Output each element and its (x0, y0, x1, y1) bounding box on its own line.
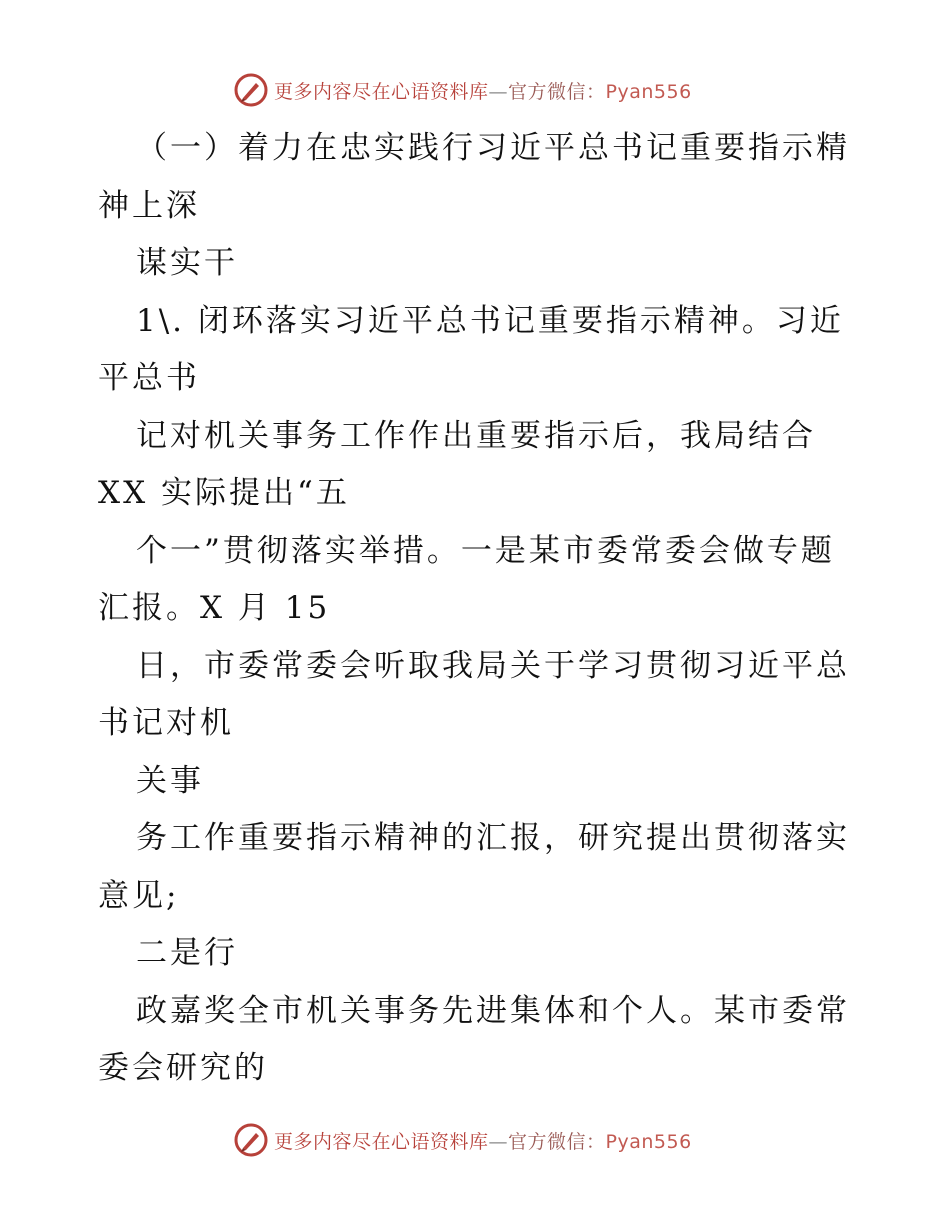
footer-banner (234, 1122, 754, 1158)
brush-pen-logo-icon (234, 1123, 268, 1157)
text-line-7: XX 实际提出“五 (98, 475, 350, 511)
text-line-9: 汇报。X 月 15 (98, 590, 331, 626)
text-line-16: 政嘉奖全市机关事务先进集体和个人。某市委常 (136, 992, 850, 1029)
text-line-11: 书记对机 (98, 705, 234, 741)
text-line-4: 1\. 闭环落实习近平总书记重要指示精神。习近 (136, 302, 844, 339)
text-line-13: 务工作重要指示精神的汇报，研究提出贯彻落实 (136, 820, 850, 856)
text-line-17: 委会研究的 (98, 1050, 268, 1086)
header-banner-text: 更多内容尽在心语资料库—官方微信：Pyan556 (274, 80, 692, 103)
text-line-8: 个一”贯彻落实举措。一是某市委常委会做专题 (136, 532, 835, 569)
brush-pen-logo-icon (234, 73, 268, 107)
document-body (98, 120, 858, 1098)
text-line-5: 平总书 (98, 360, 200, 396)
text-line-12: 关事 (136, 762, 204, 799)
text-line-14: 意见; (98, 877, 180, 914)
text-line-6: 记对机关事务工作作出重要指示后，我局结合 (136, 417, 816, 454)
header-banner (234, 72, 754, 108)
text-line-3: 谋实干 (136, 245, 238, 281)
text-line-15: 二是行 (136, 935, 238, 971)
text-line-1: （一）着力在忠实践行习近平总书记重要指示精 (136, 130, 850, 166)
text-line-2: 神上深 (98, 187, 200, 224)
text-line-10: 日，市委常委会听取我局关于学习贯彻习近平总 (136, 647, 850, 684)
footer-banner-text: 更多内容尽在心语资料库—官方微信：Pyan556 (274, 1130, 692, 1153)
